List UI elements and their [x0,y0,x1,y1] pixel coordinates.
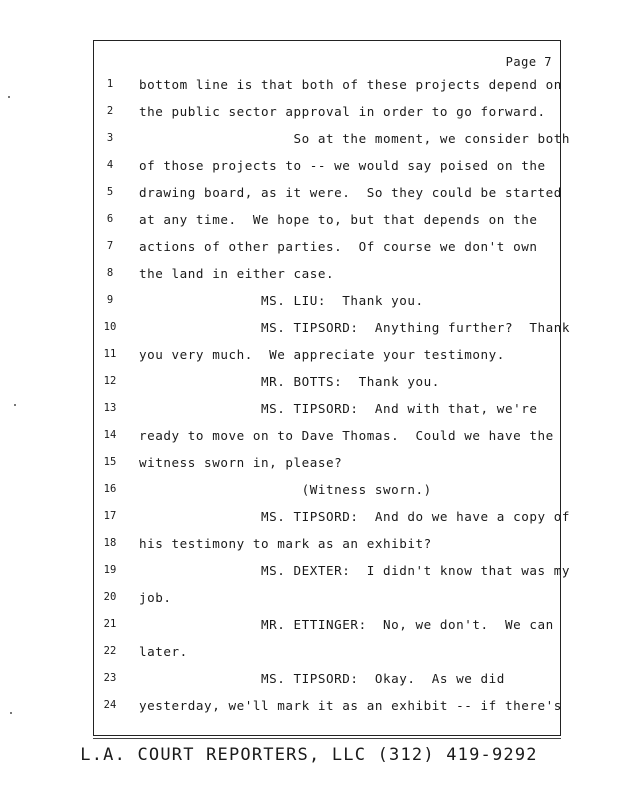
line-number: 10 [103,321,117,333]
transcript-line [94,374,560,394]
line-number: 6 [106,213,114,225]
scan-speck [10,712,12,714]
line-text: actions of other parties. Of course we don't own [139,239,538,254]
transcript-line [94,239,560,259]
line-text: MS. DEXTER: I didn't know that was my [139,563,570,578]
line-text: drawing board, as it were. So they could be started [139,185,562,200]
transcript-line [94,77,560,97]
bottom-rule [93,738,561,739]
transcript-line [94,617,560,637]
line-number: 16 [103,483,117,495]
line-text: MS. LIU: Thank you. [139,293,424,308]
line-number: 12 [103,375,117,387]
transcript-line [94,509,570,529]
line-text: MS. TIPSORD: And do we have a copy of [139,509,570,524]
transcript-line [94,104,560,124]
line-number: 21 [103,618,117,630]
line-number: 23 [103,672,117,684]
line-number: 9 [106,294,114,306]
transcript-line [94,320,570,340]
line-number: 11 [103,348,117,360]
transcript-line [94,536,560,556]
line-text: MS. TIPSORD: Okay. As we did [139,671,505,686]
transcript-line [94,293,560,313]
transcript-line [94,401,560,421]
line-text: So at the moment, we consider both [139,131,570,146]
line-number: 1 [106,78,114,90]
line-text: (Witness sworn.) [139,482,432,497]
court-reporter-footer: L.A. COURT REPORTERS, LLC (312) 419-9292 [80,745,538,765]
line-text: MS. TIPSORD: Anything further? Thank [139,320,570,335]
transcript-line [94,212,560,232]
line-text: of those projects to -- we would say poised on the [139,158,546,173]
scan-speck [8,96,10,98]
line-text: job. [139,590,172,605]
line-text: witness sworn in, please? [139,455,343,470]
line-number: 7 [106,240,114,252]
transcript-line [94,131,570,151]
transcript-line [94,428,560,448]
transcript-line [94,455,560,475]
line-number: 19 [103,564,117,576]
line-number: 2 [106,105,114,117]
line-number: 13 [103,402,117,414]
line-text: the land in either case. [139,266,335,281]
line-number: 20 [103,591,117,603]
transcript-line [94,347,560,367]
line-number: 22 [103,645,117,657]
transcript-line [94,671,560,691]
line-text: MS. TIPSORD: And with that, we're [139,401,538,416]
transcript-line [94,644,560,664]
line-number: 8 [106,267,114,279]
line-number: 18 [103,537,117,549]
line-text: MR. ETTINGER: No, we don't. We can [139,617,554,632]
transcript-page-frame [93,40,570,736]
transcript-line [94,185,560,205]
line-text: you very much. We appreciate your testimony. [139,347,505,362]
line-text: yesterday, we'll mark it as an exhibit -- if there's [139,698,562,713]
scan-speck [14,404,16,406]
page-number: Page 7 [505,55,552,69]
line-text: his testimony to mark as an exhibit? [139,536,432,551]
transcript-line [94,482,560,502]
line-text: MR. BOTTS: Thank you. [139,374,440,389]
line-number: 4 [106,159,114,171]
line-number: 5 [106,186,114,198]
line-number: 3 [106,132,114,144]
transcript-line [94,266,560,286]
line-text: the public sector approval in order to go forward. [139,104,546,119]
transcript-line [94,590,560,610]
line-text: at any time. We hope to, but that depends on the [139,212,538,227]
transcript-line [94,563,570,583]
line-number: 24 [103,699,117,711]
line-number: 17 [103,510,117,522]
line-number: 14 [103,429,117,441]
transcript-line [94,158,560,178]
line-number: 15 [103,456,117,468]
line-text: later. [139,644,188,659]
transcript-line [94,698,560,718]
line-text: bottom line is that both of these projects depend on [139,77,562,92]
line-text: ready to move on to Dave Thomas. Could we have the [139,428,554,443]
